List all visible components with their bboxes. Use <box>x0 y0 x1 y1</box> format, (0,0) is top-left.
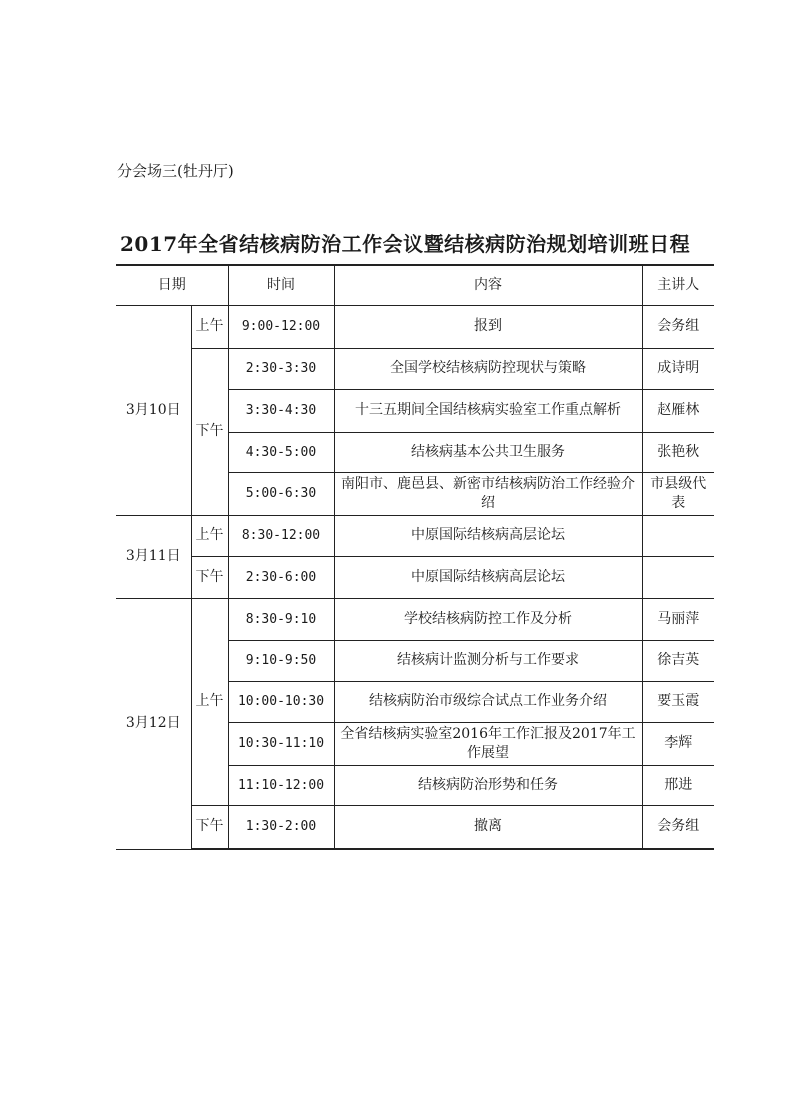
time-cell: 4:30-5:00 <box>228 432 334 472</box>
speaker-cell: 成诗明 <box>642 348 714 389</box>
time-cell: 11:10-12:00 <box>228 765 334 805</box>
time-cell: 1:30-2:00 <box>228 805 334 849</box>
speaker-cell: 马丽萍 <box>642 598 714 640</box>
content-cell: 学校结核病防控工作及分析 <box>334 598 642 640</box>
header-row <box>116 265 714 305</box>
header-speaker: 主讲人 <box>642 265 714 305</box>
time-cell: 10:30-11:10 <box>228 722 334 765</box>
date-cell: 3月10日 <box>116 305 191 515</box>
time-cell: 9:00-12:00 <box>228 305 334 348</box>
time-cell: 9:10-9:50 <box>228 640 334 681</box>
speaker-cell: 张艳秋 <box>642 432 714 472</box>
content-cell: 中原国际结核病高层论坛 <box>334 556 642 598</box>
content-cell: 南阳市、鹿邑县、新密市结核病防治工作经验介绍 <box>334 472 642 515</box>
content-cell: 全国学校结核病防控现状与策略 <box>334 348 642 389</box>
speaker-cell: 邢进 <box>642 765 714 805</box>
venue-label: 分会场三(牡丹厅) <box>117 162 234 180</box>
content-cell: 十三五期间全国结核病实验室工作重点解析 <box>334 389 642 432</box>
speaker-cell: 会务组 <box>642 805 714 849</box>
content-cell: 结核病防治市级综合试点工作业务介绍 <box>334 681 642 722</box>
content-cell: 结核病防治形势和任务 <box>334 765 642 805</box>
period-afternoon: 下午 <box>191 348 228 515</box>
time-cell: 2:30-3:30 <box>228 348 334 389</box>
header-time: 时间 <box>228 265 334 305</box>
content-cell: 全省结核病实验室2016年工作汇报及2017年工作展望 <box>334 722 642 765</box>
period-morning: 上午 <box>191 598 228 805</box>
schedule-table <box>116 264 714 850</box>
table-row <box>116 515 714 556</box>
time-cell: 3:30-4:30 <box>228 389 334 432</box>
content-cell: 结核病基本公共卫生服务 <box>334 432 642 472</box>
speaker-cell <box>642 556 714 598</box>
time-cell: 8:30-9:10 <box>228 598 334 640</box>
speaker-cell: 市县级代表 <box>642 472 714 515</box>
period-afternoon: 下午 <box>191 556 228 598</box>
header-content: 内容 <box>334 265 642 305</box>
speaker-cell: 赵雁林 <box>642 389 714 432</box>
time-cell: 5:00-6:30 <box>228 472 334 515</box>
speaker-cell: 徐吉英 <box>642 640 714 681</box>
document-title: 2017年全省结核病防治工作会议暨结核病防治规划培训班日程 <box>120 232 691 256</box>
content-cell: 撤离 <box>334 805 642 849</box>
time-cell: 8:30-12:00 <box>228 515 334 556</box>
speaker-cell <box>642 515 714 556</box>
speaker-cell: 要玉霞 <box>642 681 714 722</box>
table-row <box>116 305 714 348</box>
time-cell: 10:00-10:30 <box>228 681 334 722</box>
period-morning: 上午 <box>191 305 228 348</box>
speaker-cell: 会务组 <box>642 305 714 348</box>
table-row <box>116 805 714 849</box>
date-cell: 3月11日 <box>116 515 191 598</box>
time-cell: 2:30-6:00 <box>228 556 334 598</box>
table-row <box>116 598 714 640</box>
table-row <box>116 556 714 598</box>
date-cell: 3月12日 <box>116 598 191 849</box>
period-morning: 上午 <box>191 515 228 556</box>
header-date: 日期 <box>116 265 228 305</box>
content-cell: 报到 <box>334 305 642 348</box>
content-cell: 中原国际结核病高层论坛 <box>334 515 642 556</box>
content-cell: 结核病计监测分析与工作要求 <box>334 640 642 681</box>
table-row <box>116 348 714 389</box>
period-afternoon: 下午 <box>191 805 228 849</box>
speaker-cell: 李辉 <box>642 722 714 765</box>
